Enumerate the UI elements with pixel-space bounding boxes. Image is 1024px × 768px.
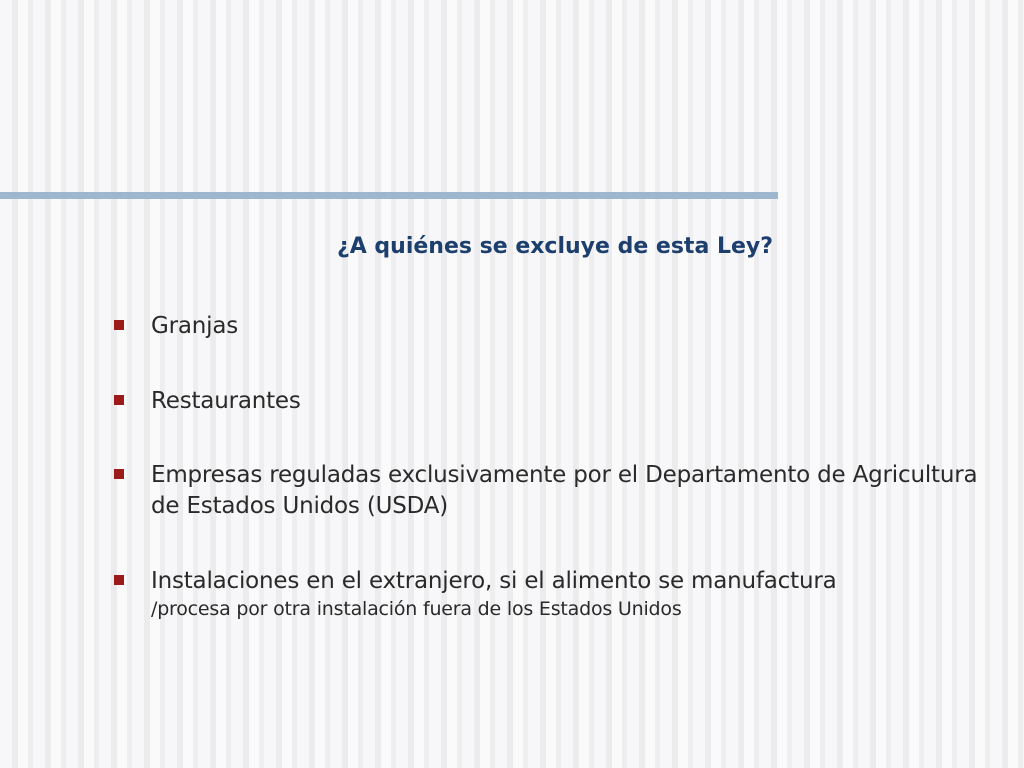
- bullet-text-group: [151, 566, 1006, 621]
- bullet-continuation-text: /procesa por otra instalación fuera de los Estados Unidos: [151, 598, 682, 620]
- bullet-text: Empresas reguladas exclusivamente por el Departamento de Agricultura de Estados Unidos (USDA): [151, 462, 978, 519]
- square-bullet-icon: [114, 575, 124, 585]
- bullet-text: Instalaciones en el extranjero, si el alimento se manufactura: [151, 568, 837, 594]
- bullet-text: Granjas: [151, 313, 239, 339]
- slide-title: ¿A quiénes se excluye de esta Ley?: [336, 234, 773, 259]
- bullet-text: Restaurantes: [151, 388, 301, 414]
- square-bullet-icon: [114, 395, 124, 405]
- square-bullet-icon: [114, 469, 124, 479]
- square-bullet-icon: [114, 320, 124, 330]
